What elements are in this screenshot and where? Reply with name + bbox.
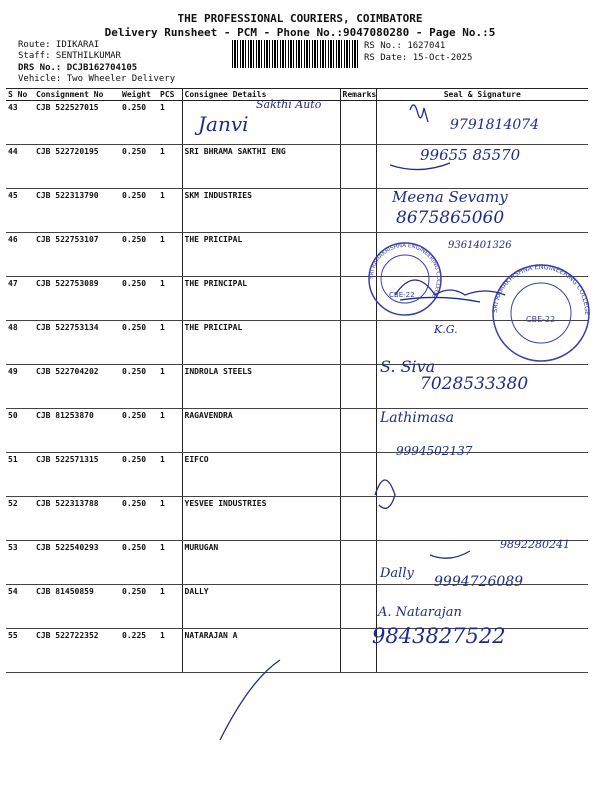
weight-cell: 0.250 xyxy=(120,497,158,541)
row55-name-handwriting: A. Natarajan xyxy=(378,605,462,620)
weight-cell: 0.250 xyxy=(120,101,158,145)
sno-cell: 53 xyxy=(6,541,34,585)
consignee-cell: MURUGAN xyxy=(182,541,340,585)
sno-cell: 54 xyxy=(6,585,34,629)
seal-right-text: SRI RAMAKRISHNA ENGINEERING COLLEGE xyxy=(490,262,592,316)
col-sno: S No xyxy=(6,89,34,101)
route-label: Route: IDIKARAI xyxy=(18,40,100,50)
company-title: THE PROFESSIONAL COURIERS, COIMBATORE xyxy=(177,12,423,25)
pcs-cell: 1 xyxy=(158,233,182,277)
weight-cell: 0.225 xyxy=(120,629,158,673)
weight-cell: 0.250 xyxy=(120,145,158,189)
consignee-cell: SKM INDUSTRIES xyxy=(182,189,340,233)
pcs-cell: 1 xyxy=(158,277,182,321)
weight-cell: 0.250 xyxy=(120,233,158,277)
pcs-cell: 1 xyxy=(158,585,182,629)
row54-name-handwriting: Dally xyxy=(380,566,414,581)
consignment-cell: CJB 522753107 xyxy=(34,233,120,277)
weight-cell: 0.250 xyxy=(120,189,158,233)
weight-cell: 0.250 xyxy=(120,365,158,409)
row54-phone-handwriting: 9892280241 xyxy=(500,538,570,551)
row49-phone-handwriting: 7028533380 xyxy=(420,374,529,394)
consignment-cell: CJB 522753089 xyxy=(34,277,120,321)
consignee-cell: DALLY xyxy=(182,585,340,629)
consignment-cell: CJB 522571315 xyxy=(34,453,120,497)
consignment-cell: CJB 522540293 xyxy=(34,541,120,585)
seal-right-code: CBE-22 xyxy=(526,315,556,324)
sno-cell: 49 xyxy=(6,365,34,409)
sno-cell: 47 xyxy=(6,277,34,321)
row45-name-handwriting: Meena Sevamy xyxy=(392,188,508,206)
sno-cell: 51 xyxy=(6,453,34,497)
pcs-cell: 1 xyxy=(158,541,182,585)
drs-number: DRS No.: DCJB162704105 xyxy=(18,63,138,73)
sno-cell: 45 xyxy=(6,189,34,233)
row43-consignee-handwriting: Sakthi Auto xyxy=(256,98,322,111)
row45-phone-handwriting: 8675865060 xyxy=(396,208,505,228)
sno-cell: 55 xyxy=(6,629,34,673)
pcs-cell: 1 xyxy=(158,453,182,497)
col-consignee: Consignee Details xyxy=(182,89,340,101)
consignment-cell: CJB 522753134 xyxy=(34,321,120,365)
seal-left-text: SRI RAMAKRISHNA ENGINEERING COLLEGE xyxy=(368,242,442,299)
staff-label: Staff: SENTHILKUMAR xyxy=(18,51,121,61)
consignee-cell: YESVEE INDUSTRIES xyxy=(182,497,340,541)
runsheet-subtitle: Delivery Runsheet - PCM - Phone No.:9047080280 - Page No.:5 xyxy=(104,26,496,39)
weight-cell: 0.250 xyxy=(120,277,158,321)
row43-name-handwriting: Janvi xyxy=(198,112,249,136)
row49-name-handwriting: S. Siva xyxy=(380,357,436,376)
row44-phone-handwriting: 99655 85570 xyxy=(420,146,521,164)
pcs-cell: 1 xyxy=(158,321,182,365)
consignee-cell: NATARAJAN A xyxy=(182,629,340,673)
sno-cell: 50 xyxy=(6,409,34,453)
consignee-cell: EIFCO xyxy=(182,453,340,497)
rs-number: RS No.: 1627041 xyxy=(364,41,446,51)
consignee-cell: SRI BHRAMA SAKTHI ENG xyxy=(182,145,340,189)
pcs-cell: 1 xyxy=(158,145,182,189)
consignee-cell: THE PRINCIPAL xyxy=(182,277,340,321)
row43-phone-handwriting: 9791814074 xyxy=(450,117,540,133)
weight-cell: 0.250 xyxy=(120,585,158,629)
vehicle-label: Vehicle: Two Wheeler Delivery xyxy=(18,74,176,84)
pcs-cell: 1 xyxy=(158,101,182,145)
sno-cell: 43 xyxy=(6,101,34,145)
weight-cell: 0.250 xyxy=(120,409,158,453)
row51-name-handwriting: Lathimasa xyxy=(380,410,454,426)
col-signature: Seal & Signature xyxy=(376,89,588,101)
row46-phone-handwriting: 9361401326 xyxy=(448,240,512,251)
consignment-cell: CJB 522722352 xyxy=(34,629,120,673)
row48-initials-handwriting: K.G. xyxy=(434,323,458,336)
pcs-cell: 1 xyxy=(158,189,182,233)
sno-cell: 44 xyxy=(6,145,34,189)
pcs-cell: 1 xyxy=(158,365,182,409)
consignment-cell: CJB 81253870 xyxy=(34,409,120,453)
sno-cell: 52 xyxy=(6,497,34,541)
pcs-cell: 1 xyxy=(158,497,182,541)
row54-phone2-handwriting: 9994726089 xyxy=(434,574,524,590)
col-remarks: Remarks xyxy=(340,89,376,101)
consignment-cell: CJB 522313790 xyxy=(34,189,120,233)
pcs-cell: 1 xyxy=(158,629,182,673)
consignment-cell: CJB 522527015 xyxy=(34,101,120,145)
row55-phone-handwriting: 9843827522 xyxy=(372,624,506,648)
sno-cell: 48 xyxy=(6,321,34,365)
pcs-cell: 1 xyxy=(158,409,182,453)
weight-cell: 0.250 xyxy=(120,541,158,585)
col-pcs: PCS xyxy=(158,89,182,101)
consignee-cell: INDROLA STEELS xyxy=(182,365,340,409)
col-consignment: Consignment No xyxy=(34,89,120,101)
weight-cell: 0.250 xyxy=(120,453,158,497)
consignee-cell: THE PRICIPAL xyxy=(182,233,340,277)
consignment-cell: CJB 81450859 xyxy=(34,585,120,629)
consignment-cell: CJB 522720195 xyxy=(34,145,120,189)
consignment-cell: CJB 522704202 xyxy=(34,365,120,409)
consignee-cell: RAGAVENDRA xyxy=(182,409,340,453)
consignee-cell: THE PRICIPAL xyxy=(182,321,340,365)
sno-cell: 46 xyxy=(6,233,34,277)
weight-cell: 0.250 xyxy=(120,321,158,365)
col-weight: Weight xyxy=(120,89,158,101)
seal-left-code: CBE-22 xyxy=(389,291,415,299)
row51-phone-handwriting: 9994502137 xyxy=(396,444,473,458)
consignment-cell: CJB 522313788 xyxy=(34,497,120,541)
rs-date: RS Date: 15-Oct-2025 xyxy=(364,53,473,63)
